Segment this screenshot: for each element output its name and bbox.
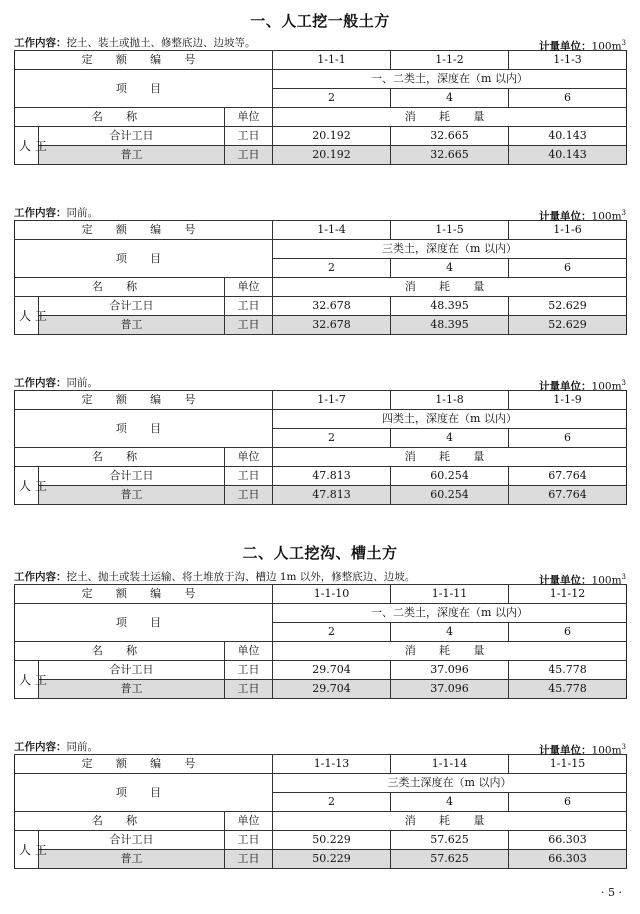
row-value: 37.096: [391, 661, 509, 680]
measure-unit-value: 100m: [591, 40, 622, 53]
page-number: · 5 ·: [601, 886, 622, 899]
quota-no-label: 定 额 编 号: [15, 755, 273, 774]
quota-no-label: 定 额 编 号: [15, 221, 273, 240]
section-title-1: 一、人工挖一般土方: [250, 12, 390, 30]
table-row: [15, 146, 627, 165]
row-value: 52.629: [509, 316, 627, 335]
labor-category: 人 工: [15, 467, 39, 505]
table-meta: [14, 376, 626, 393]
labor-category: 人 工: [15, 661, 39, 699]
row-unit: 工日: [225, 661, 273, 680]
depth-value: 6: [509, 89, 627, 108]
quota-block-1: [14, 36, 626, 165]
name-label: 名 称: [15, 448, 225, 467]
code-row: [15, 391, 627, 410]
item-label: 项 目: [15, 774, 273, 812]
measure-unit-value: 100m: [591, 210, 622, 223]
code-row: [15, 585, 627, 604]
row-value: 50.229: [273, 850, 391, 869]
table-row: [15, 831, 627, 850]
depth-value: 4: [391, 89, 509, 108]
measure-unit-sup: 3: [621, 743, 626, 751]
condition-row: [15, 410, 627, 429]
work-content-text: 同前。: [66, 377, 98, 389]
code-row: [15, 51, 627, 70]
row-value: 32.678: [273, 297, 391, 316]
quota-code: 1-1-1: [273, 51, 391, 70]
quota-code: 1-1-2: [391, 51, 509, 70]
row-value: 67.764: [509, 467, 627, 486]
row-value: 40.143: [509, 146, 627, 165]
row-name: 合计工日: [39, 127, 225, 146]
work-content-label: 工作内容：: [14, 377, 67, 389]
work-content-text: 同前。: [66, 741, 98, 753]
unit-label: 单位: [225, 812, 273, 831]
depth-value: 2: [273, 89, 391, 108]
column-header-row: [15, 642, 627, 661]
measure-unit-label: 计量单位：: [539, 574, 592, 587]
code-row: [15, 221, 627, 240]
row-value: 47.813: [273, 486, 391, 505]
depth-value: 4: [391, 259, 509, 278]
table-row: [15, 127, 627, 146]
quota-no-label: 定 额 编 号: [15, 585, 273, 604]
quota-table: [14, 220, 627, 335]
table-row: [15, 680, 627, 699]
row-value: 37.096: [391, 680, 509, 699]
quota-block-2: [14, 206, 626, 335]
quota-table: [14, 584, 627, 699]
row-value: 40.143: [509, 127, 627, 146]
measure-unit-sup: 3: [621, 379, 626, 387]
quota-block-5: [14, 740, 626, 869]
work-content-label: 工作内容：: [14, 571, 67, 583]
quota-code: 1-1-7: [273, 391, 391, 410]
work-content-label: 工作内容：: [14, 741, 67, 753]
row-unit: 工日: [225, 316, 273, 335]
depth-value: 2: [273, 429, 391, 448]
measure-unit: [539, 570, 626, 588]
table-meta: [14, 740, 626, 757]
row-name: 普工: [39, 146, 225, 165]
measure-unit-label: 计量单位：: [539, 380, 592, 393]
condition-text: 四类土，深度在（m 以内）: [273, 410, 627, 429]
row-value: 29.704: [273, 680, 391, 699]
column-header-row: [15, 448, 627, 467]
quota-block-4: [14, 570, 626, 699]
measure-unit-value: 100m: [591, 744, 622, 757]
depth-value: 4: [391, 429, 509, 448]
table-meta: [14, 206, 626, 223]
table-row: [15, 850, 627, 869]
column-header-row: [15, 278, 627, 297]
condition-text: 三类土，深度在（m 以内）: [273, 240, 627, 259]
row-name: 普工: [39, 850, 225, 869]
code-row: [15, 755, 627, 774]
work-content-text: 挖土、抛土或装土运输、将土堆放于沟、槽边 1m 以外，修整底边、边坡。: [66, 571, 416, 583]
name-label: 名 称: [15, 642, 225, 661]
measure-unit: [539, 740, 626, 758]
row-unit: 工日: [225, 850, 273, 869]
condition-row: [15, 774, 627, 793]
quota-no-label: 定 额 编 号: [15, 51, 273, 70]
work-content-text: 同前。: [66, 207, 98, 219]
quota-table: [14, 754, 627, 869]
column-header-row: [15, 812, 627, 831]
name-label: 名 称: [15, 108, 225, 127]
measure-unit-value: 100m: [591, 380, 622, 393]
row-name: 合计工日: [39, 297, 225, 316]
depth-value: 6: [509, 259, 627, 278]
work-content-label: 工作内容：: [14, 37, 67, 49]
depth-value: 2: [273, 793, 391, 812]
item-label: 项 目: [15, 70, 273, 108]
item-label: 项 目: [15, 410, 273, 448]
consumption-label: 消 耗 量: [273, 812, 627, 831]
condition-row: [15, 604, 627, 623]
quota-no-label: 定 额 编 号: [15, 391, 273, 410]
row-value: 32.665: [391, 146, 509, 165]
condition-text: 一、二类土，深度在（m 以内）: [273, 70, 627, 89]
quota-table: [14, 390, 627, 505]
table-row: [15, 661, 627, 680]
row-name: 合计工日: [39, 831, 225, 850]
unit-label: 单位: [225, 448, 273, 467]
row-value: 45.778: [509, 661, 627, 680]
quota-code: 1-1-11: [391, 585, 509, 604]
table-meta: [14, 36, 626, 53]
row-unit: 工日: [225, 127, 273, 146]
consumption-label: 消 耗 量: [273, 108, 627, 127]
row-value: 45.778: [509, 680, 627, 699]
condition-row: [15, 240, 627, 259]
row-value: 32.678: [273, 316, 391, 335]
row-value: 52.629: [509, 297, 627, 316]
quota-code: 1-1-9: [509, 391, 627, 410]
row-value: 57.625: [391, 831, 509, 850]
labor-category: 人 工: [15, 127, 39, 165]
measure-unit-label: 计量单位：: [539, 210, 592, 223]
name-label: 名 称: [15, 278, 225, 297]
row-value: 29.704: [273, 661, 391, 680]
depth-value: 2: [273, 259, 391, 278]
quota-code: 1-1-6: [509, 221, 627, 240]
quota-code: 1-1-12: [509, 585, 627, 604]
row-value: 66.303: [509, 850, 627, 869]
quota-code: 1-1-10: [273, 585, 391, 604]
table-row: [15, 486, 627, 505]
item-label: 项 目: [15, 240, 273, 278]
row-value: 60.254: [391, 467, 509, 486]
row-value: 20.192: [273, 146, 391, 165]
row-unit: 工日: [225, 467, 273, 486]
quota-code: 1-1-14: [391, 755, 509, 774]
row-unit: 工日: [225, 486, 273, 505]
depth-value: 6: [509, 623, 627, 642]
depth-value: 6: [509, 793, 627, 812]
condition-text: 三类土深度在（m 以内）: [273, 774, 627, 793]
row-value: 60.254: [391, 486, 509, 505]
labor-category: 人 工: [15, 831, 39, 869]
quota-code: 1-1-4: [273, 221, 391, 240]
row-unit: 工日: [225, 831, 273, 850]
quota-block-3: [14, 376, 626, 505]
depth-value: 6: [509, 429, 627, 448]
row-value: 50.229: [273, 831, 391, 850]
row-value: 67.764: [509, 486, 627, 505]
unit-label: 单位: [225, 108, 273, 127]
work-content-label: 工作内容：: [14, 207, 67, 219]
measure-unit-sup: 3: [621, 209, 626, 217]
row-value: 48.395: [391, 316, 509, 335]
condition-text: 一、二类土，深度在（m 以内）: [273, 604, 627, 623]
measure-unit-label: 计量单位：: [539, 40, 592, 53]
consumption-label: 消 耗 量: [273, 642, 627, 661]
measure-unit: [539, 206, 626, 224]
depth-value: 4: [391, 793, 509, 812]
item-label: 项 目: [15, 604, 273, 642]
consumption-label: 消 耗 量: [273, 278, 627, 297]
row-value: 57.625: [391, 850, 509, 869]
measure-unit: [539, 36, 626, 54]
condition-row: [15, 70, 627, 89]
quota-code: 1-1-13: [273, 755, 391, 774]
row-unit: 工日: [225, 680, 273, 699]
row-name: 普工: [39, 680, 225, 699]
consumption-label: 消 耗 量: [273, 448, 627, 467]
measure-unit-sup: 3: [621, 573, 626, 581]
row-value: 66.303: [509, 831, 627, 850]
depth-value: 2: [273, 623, 391, 642]
row-name: 合计工日: [39, 661, 225, 680]
name-label: 名 称: [15, 812, 225, 831]
depth-value: 4: [391, 623, 509, 642]
measure-unit-sup: 3: [621, 39, 626, 47]
quota-code: 1-1-15: [509, 755, 627, 774]
measure-unit: [539, 376, 626, 394]
table-row: [15, 467, 627, 486]
column-header-row: [15, 108, 627, 127]
quota-code: 1-1-8: [391, 391, 509, 410]
table-meta: [14, 570, 626, 587]
measure-unit-value: 100m: [591, 574, 622, 587]
table-row: [15, 297, 627, 316]
unit-label: 单位: [225, 642, 273, 661]
work-content-text: 挖土、装土或抛土、修整底边、边坡等。: [66, 37, 256, 49]
quota-table: [14, 50, 627, 165]
row-name: 普工: [39, 316, 225, 335]
row-value: 32.665: [391, 127, 509, 146]
quota-code: 1-1-3: [509, 51, 627, 70]
row-unit: 工日: [225, 146, 273, 165]
row-value: 20.192: [273, 127, 391, 146]
table-row: [15, 316, 627, 335]
row-name: 普工: [39, 486, 225, 505]
unit-label: 单位: [225, 278, 273, 297]
row-unit: 工日: [225, 297, 273, 316]
labor-category: 人 工: [15, 297, 39, 335]
quota-code: 1-1-5: [391, 221, 509, 240]
row-name: 合计工日: [39, 467, 225, 486]
section-title-2: 二、人工挖沟、槽土方: [242, 544, 398, 562]
measure-unit-label: 计量单位：: [539, 744, 592, 757]
row-value: 47.813: [273, 467, 391, 486]
row-value: 48.395: [391, 297, 509, 316]
